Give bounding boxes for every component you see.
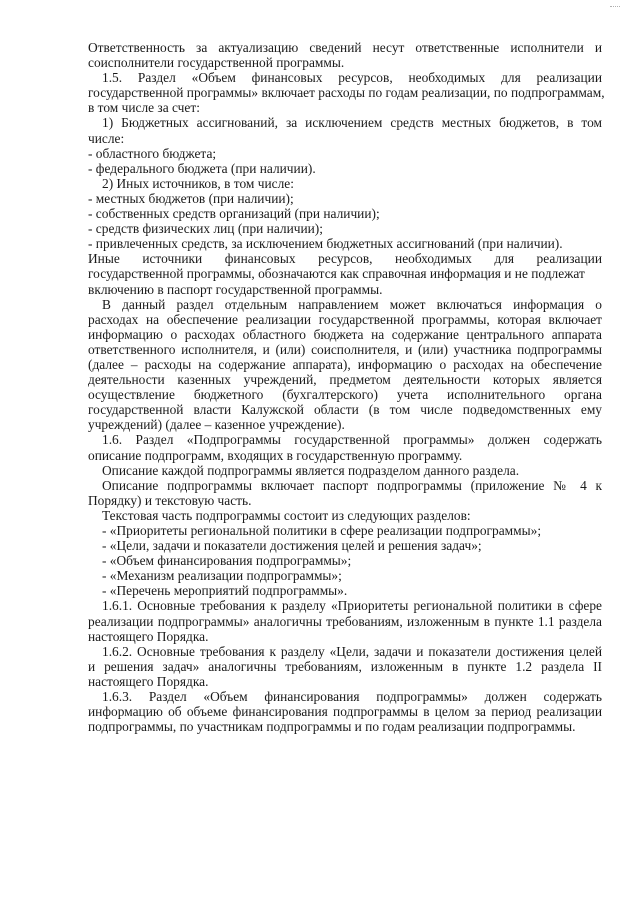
text-line: в том числе за счет: bbox=[88, 100, 200, 116]
text-line: реализации подпрограммы» аналогичны требованиям, изложенным в пункте 1.1 раздела bbox=[88, 613, 602, 629]
text-line: Иные источники финансовых ресурсов, необходимых для реализации bbox=[88, 251, 602, 267]
list-item: - средств физических лиц (при наличии); bbox=[88, 221, 323, 237]
list-item: - федерального бюджета (при наличии). bbox=[88, 160, 316, 176]
text-line: государственной программы» включает расходы по годам реализации, по подпрограммам, bbox=[88, 85, 605, 101]
list-item: - «Объем финансирования подпрограммы»; bbox=[102, 553, 352, 569]
text-line: Текстовая часть подпрограммы состоит из следующих разделов: bbox=[102, 507, 471, 523]
text-line: 1.6.1. Основные требования к разделу «Приоритеты региональной политики в сфере bbox=[102, 598, 602, 614]
text-line: подпрограммы, по участникам подпрограммы и по годам реализации подпрограммы. bbox=[88, 719, 576, 735]
text-line: соисполнители государственной программы. bbox=[88, 55, 345, 71]
list-item: - областного бюджета; bbox=[88, 145, 217, 161]
list-item: - «Механизм реализации подпрограммы»; bbox=[102, 568, 342, 584]
text-line: описание подпрограмм, входящих в государственную программу. bbox=[88, 447, 463, 463]
text-line: учреждений) (далее – казенное учреждение). bbox=[88, 417, 345, 433]
text-line: включению в паспорт государственной программы. bbox=[88, 281, 383, 297]
text-line: и решения задач» аналогичны требованиям, изложенным в пункте 1.2 раздела II bbox=[88, 658, 602, 674]
list-item: - привлеченных средств, за исключением бюджетных ассигнований (при наличии). bbox=[88, 236, 563, 252]
text-line: числе: bbox=[88, 130, 125, 146]
text-line: 1.6. Раздел «Подпрограммы государственной программы» должен содержать bbox=[102, 432, 602, 448]
text-line: Порядку) и текстовую часть. bbox=[88, 492, 252, 508]
text-line: Описание каждой подпрограммы является подразделом данного раздела. bbox=[102, 462, 520, 478]
text-line: деятельности казенных учреждений, предметом деятельности которых является bbox=[88, 372, 602, 388]
text-line: 1.6.2. Основные требования к разделу «Цели, задачи и показатели достижения целей bbox=[102, 643, 602, 659]
text-line: осуществление бюджетного (бухгалтерского) учета исполнительного органа bbox=[88, 387, 602, 403]
text-line: 1.6.3. Раздел «Объем финансирования подпрограммы» должен содержать bbox=[102, 689, 602, 705]
document-body bbox=[88, 40, 605, 735]
list-item: - «Цели, задачи и показатели достижения целей и решения задач»; bbox=[102, 538, 482, 554]
text-line: Ответственность за актуализацию сведений несут ответственные исполнители и bbox=[88, 40, 602, 55]
text-line: (далее – расходы на содержание аппарата), информацию о расходах на обеспечение bbox=[88, 356, 602, 372]
list-item: - собственных средств организаций (при наличии); bbox=[88, 206, 380, 222]
scan-artifact bbox=[610, 6, 620, 9]
text-line: расходах на обеспечение реализации государственной программы, которая включает bbox=[88, 311, 602, 327]
text-line: 1) Бюджетных ассигнований, за исключением средств местных бюджетов, в том bbox=[102, 115, 602, 131]
text-line: настоящего Порядка. bbox=[88, 628, 209, 644]
text-line: информацию об объеме финансирования подпрограммы в целом за период реализации bbox=[88, 704, 602, 720]
text-line: В данный раздел отдельным направлением может включаться информация о bbox=[102, 296, 602, 312]
text-line: 2) Иных источников, в том числе: bbox=[102, 175, 294, 191]
text-line: настоящего Порядка. bbox=[88, 673, 209, 689]
text-line: информацию о расходах областного бюджета на содержание центрального аппарата bbox=[88, 326, 602, 342]
text-line: государственной программы, обозначаются как справочная информация и не подлежат bbox=[88, 266, 585, 282]
text-line: Описание подпрограммы включает паспорт подпрограммы (приложение № 4 к bbox=[102, 477, 602, 493]
text-line: государственной власти Калужской области (в том числе подведомственных ему bbox=[88, 402, 602, 418]
list-item: - «Приоритеты региональной политики в сфере реализации подпрограммы»; bbox=[102, 523, 542, 538]
text-line: ответственного исполнителя, и (или) соисполнителя, и (или) участника подпрограммы bbox=[88, 341, 602, 357]
list-item: - местных бюджетов (при наличии); bbox=[88, 190, 294, 206]
list-item: - «Перечень мероприятий подпрограммы». bbox=[102, 583, 348, 599]
text-line: 1.5. Раздел «Объем финансовых ресурсов, необходимых для реализации bbox=[102, 70, 602, 86]
